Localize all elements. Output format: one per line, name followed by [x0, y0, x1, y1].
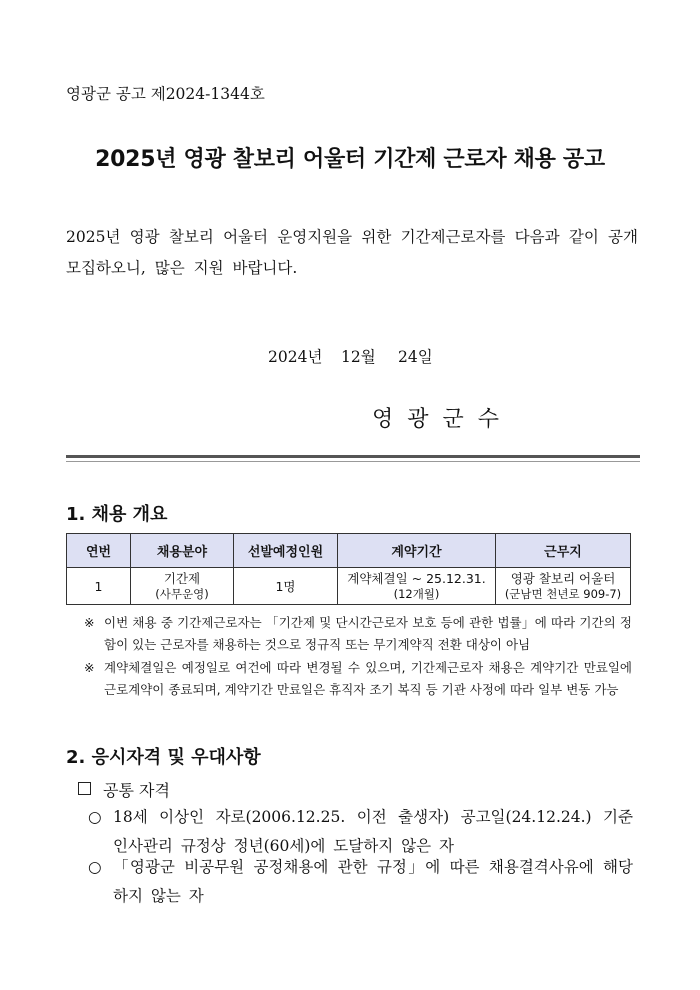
note-mark: ※ — [84, 660, 95, 675]
intro-paragraph: 2025년 영광 찰보리 어울터 운영지원을 위한 기간제근로자를 다음과 같이 공개 모집하오니, 많은 지원 바랍니다. — [66, 228, 638, 277]
cell-field-sub: (사무운영) — [155, 586, 209, 601]
date-year: 2024년 — [268, 348, 323, 366]
qualification-text: 18세 이상인 자로(2006.12.25. 이전 출생자) 공고일(24.12.24.) 기준 인사관리 규정상 정년(60세)에 도달하지 않은 자 — [113, 808, 633, 855]
section-2-heading: 2. 응시자격 및 우대사항 — [66, 747, 261, 768]
subheading-label: 공통 자격 — [103, 781, 170, 800]
circle-bullet-icon: ○ — [88, 808, 102, 826]
table-row — [67, 568, 631, 605]
note-mark: ※ — [84, 615, 95, 630]
cell-location-sub: (군남면 천년로 909-7) — [504, 586, 622, 601]
circle-bullet-icon: ○ — [88, 858, 102, 876]
cell-count: 1명 — [234, 568, 338, 605]
cell-period-main: 계약체결일 ~ 25.12.31. — [347, 570, 486, 586]
note-2 — [84, 657, 632, 700]
document-title: 2025년 영광 찰보리 어울터 기간제 근로자 채용 공고 — [95, 147, 605, 172]
note-1 — [84, 612, 632, 655]
cell-location — [496, 568, 631, 605]
header-divider-thin — [66, 461, 640, 462]
notice-number: 영광군 공고 제2024-1344호 — [66, 85, 265, 103]
qualification-item-2 — [88, 853, 633, 911]
table-header-row — [67, 534, 631, 568]
cell-field-main: 기간제 — [163, 570, 201, 586]
qualification-text: 「영광군 비공무원 공정채용에 관한 규정」에 따른 채용결격사유에 해당하지 않는 자 — [113, 858, 633, 905]
header-no: 연번 — [67, 534, 131, 568]
header-period: 계약기간 — [338, 534, 496, 568]
date-month: 12월 — [341, 348, 376, 366]
recruitment-table — [66, 533, 631, 605]
cell-location-main: 영광 찰보리 어울터 — [510, 570, 616, 586]
cell-field — [131, 568, 234, 605]
date-day: 24일 — [398, 348, 433, 366]
cell-period — [338, 568, 496, 605]
header-count: 선발예정인원 — [234, 534, 338, 568]
note-text: 이번 채용 중 기간제근로자는 「기간제 및 단시간근로자 보호 등에 관한 법률」에 따라 기간의 정함이 있는 근로자를 채용하는 것으로 정규직 또는 무기계약직 전환 대상이 아님 — [104, 615, 632, 652]
cell-period-sub: (12개월) — [393, 586, 440, 601]
header-field: 채용분야 — [131, 534, 234, 568]
issuer-name: 영광군수 — [372, 407, 514, 432]
checkbox-square-icon — [78, 782, 91, 795]
header-divider — [66, 455, 640, 458]
section-1-heading: 1. 채용 개요 — [66, 504, 168, 525]
common-qualification-heading — [78, 778, 170, 801]
header-location: 근무지 — [496, 534, 631, 568]
cell-no: 1 — [67, 568, 131, 605]
note-text: 계약체결일은 예정일로 여건에 따라 변경될 수 있으며, 기간제근로자 채용은 계약기간 만료일에 근로계약이 종료되며, 계약기간 만료일은 휴직자 조기 복직 등 기관 사정에 따라 일부 변동 가능 — [104, 660, 632, 697]
